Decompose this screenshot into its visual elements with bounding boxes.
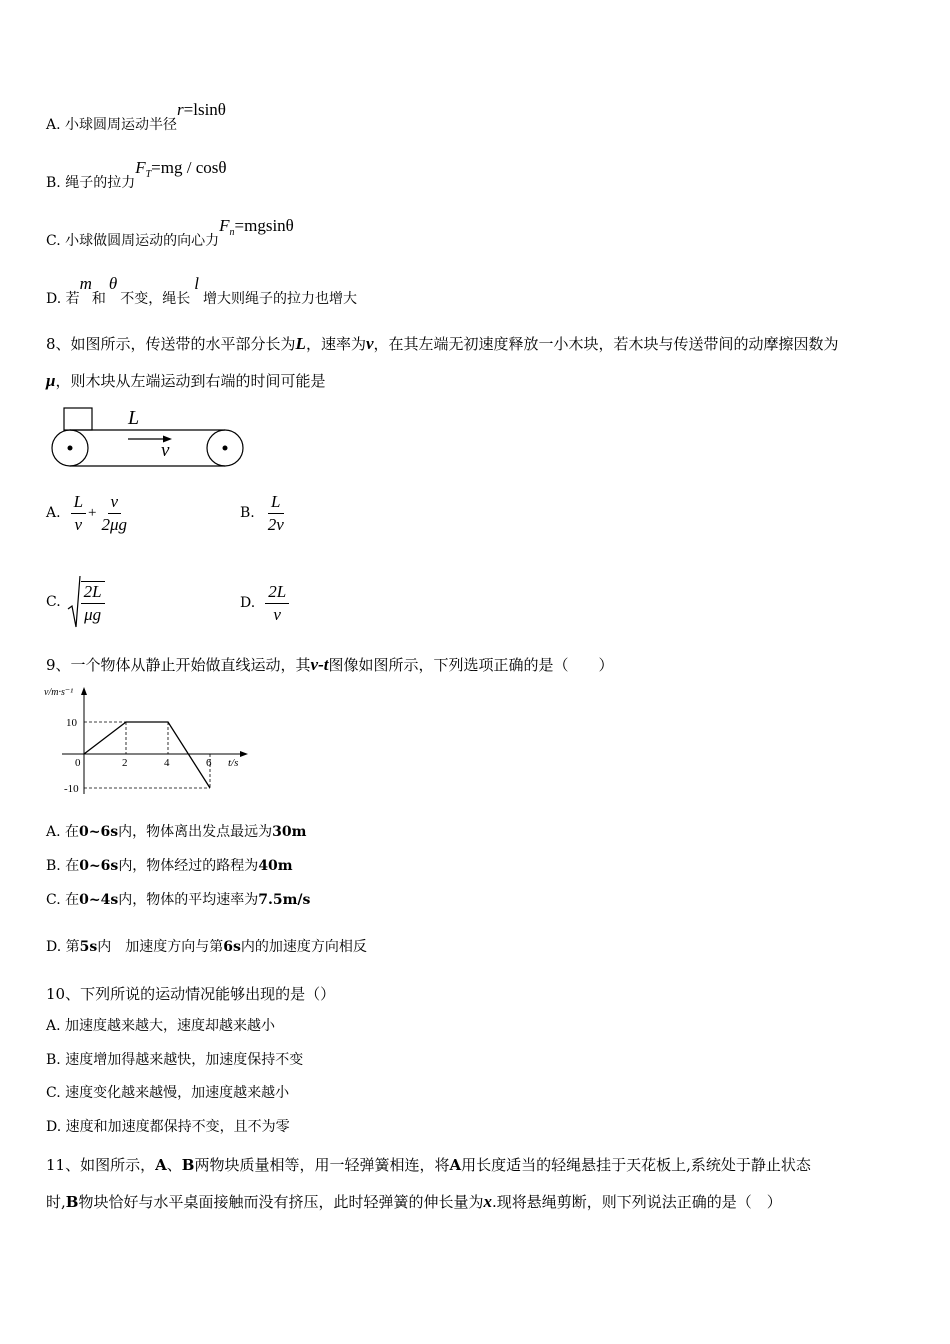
q8-option-c: C. $\frac{2L}{\mu g}$ [46, 574, 105, 630]
q8-option-d: D. $\frac{2L}{v}$ [240, 578, 291, 628]
y-axis-label: v/m·s⁻¹ [44, 687, 74, 698]
vt-graph [44, 684, 250, 800]
q8-stem-line1: 8、如图所示，传送带的水平部分长为L，速率为v，在其左端无初速度释放一小木块，若木块与传送带间的动摩擦因数为 [46, 334, 839, 353]
fraction: $\frac{2L}{v}$ [265, 583, 289, 624]
x-axis-label: t/s [228, 757, 239, 769]
q7-option-c: C. 小球做圆周运动的向心力$F^n=mgsin\theta$ [46, 216, 294, 249]
x-tick-0: 0 [75, 757, 81, 769]
q9-option-c: C. 在0~4s内，物体的平均速率为7.5m/s [46, 892, 311, 908]
q10-option-b: B. 速度增加得越来越快，加速度保持不变 [46, 1052, 304, 1068]
q9-stem: 9、一个物体从静止开始做直线运动，其v-t图像如图所示，下列选项正确的是（ ） [46, 655, 614, 674]
fraction: $\frac{v}{2\mu g}$ [101, 491, 128, 534]
formula-r: r [177, 100, 184, 119]
q10-stem: 10、下列所说的运动情况能够出现的是（） [46, 985, 336, 1003]
q10-option-c: C. 速度变化越来越慢，加速度越来越小 [46, 1085, 290, 1101]
q11-stem-line1: 11、如图所示，A、B两物块质量相等，用一轻弹簧相连，将A用长度适当的轻绳悬挂于天花板上,系统处于静止状态 [46, 1156, 811, 1174]
fraction: $\frac{2L}{\mu g}$ [81, 581, 105, 624]
radical-sign-icon [67, 575, 81, 629]
q10-option-a: A. 加速度越来越大，速度却越来越小 [46, 1018, 276, 1034]
square-root [67, 575, 105, 629]
q9-option-a: A. 在0~6s内，物体离出发点最远为30m [46, 824, 307, 840]
left-pulley-axle [68, 446, 73, 451]
v-axis-arrow [81, 687, 87, 695]
q10-option-d: D. 速度和加速度都保持不变，且不为零 [46, 1119, 290, 1135]
q7-option-b: B. 绳子的拉力$F^T=mg / \cos\theta$ [46, 158, 227, 191]
conveyor-belt-figure [44, 402, 249, 474]
q8-option-b: B. $\frac{L}{2v}$ [240, 488, 289, 538]
q7-option-d: D. 若m和θ不变，绳长l增大则绳子的拉力也增大 [46, 274, 358, 307]
t-axis-arrow [240, 751, 248, 757]
figure-label-v: v [161, 440, 170, 461]
wooden-block [64, 408, 92, 430]
velocity-curve [84, 722, 210, 788]
q9-option-b: B. 在0~6s内，物体经过的路程为40m [46, 858, 293, 874]
x-tick-4: 4 [164, 757, 170, 769]
y-tick-minus-10: -10 [64, 783, 79, 795]
q7-option-a: A. 小球圆周运动半径r=lsinθ [46, 100, 226, 133]
q8-stem-line2: μ，则木块从左端运动到右端的时间可能是 [46, 371, 326, 390]
x-tick-2: 2 [122, 757, 128, 769]
q8-option-a: A. $\frac{L}{v}$ + $\frac{v}{2\mu g}$ [46, 488, 132, 538]
right-pulley-axle [223, 446, 228, 451]
fraction: $\frac{L}{2v}$ [267, 491, 284, 534]
fraction: $\frac{L}{v}$ [71, 493, 86, 534]
y-tick-10: 10 [66, 717, 77, 729]
x-tick-6: 6 [206, 757, 212, 769]
q9-option-d: D. 第5s内 加速度方向与第6s内的加速度方向相反 [46, 939, 367, 955]
figure-label-L: L [128, 407, 140, 429]
q11-stem-line2: 时,B物块恰好与水平桌面接触而没有挤压，此时轻弹簧的伸长量为x.现将悬绳剪断，则下列说法正确的是（ ） [46, 1192, 782, 1211]
